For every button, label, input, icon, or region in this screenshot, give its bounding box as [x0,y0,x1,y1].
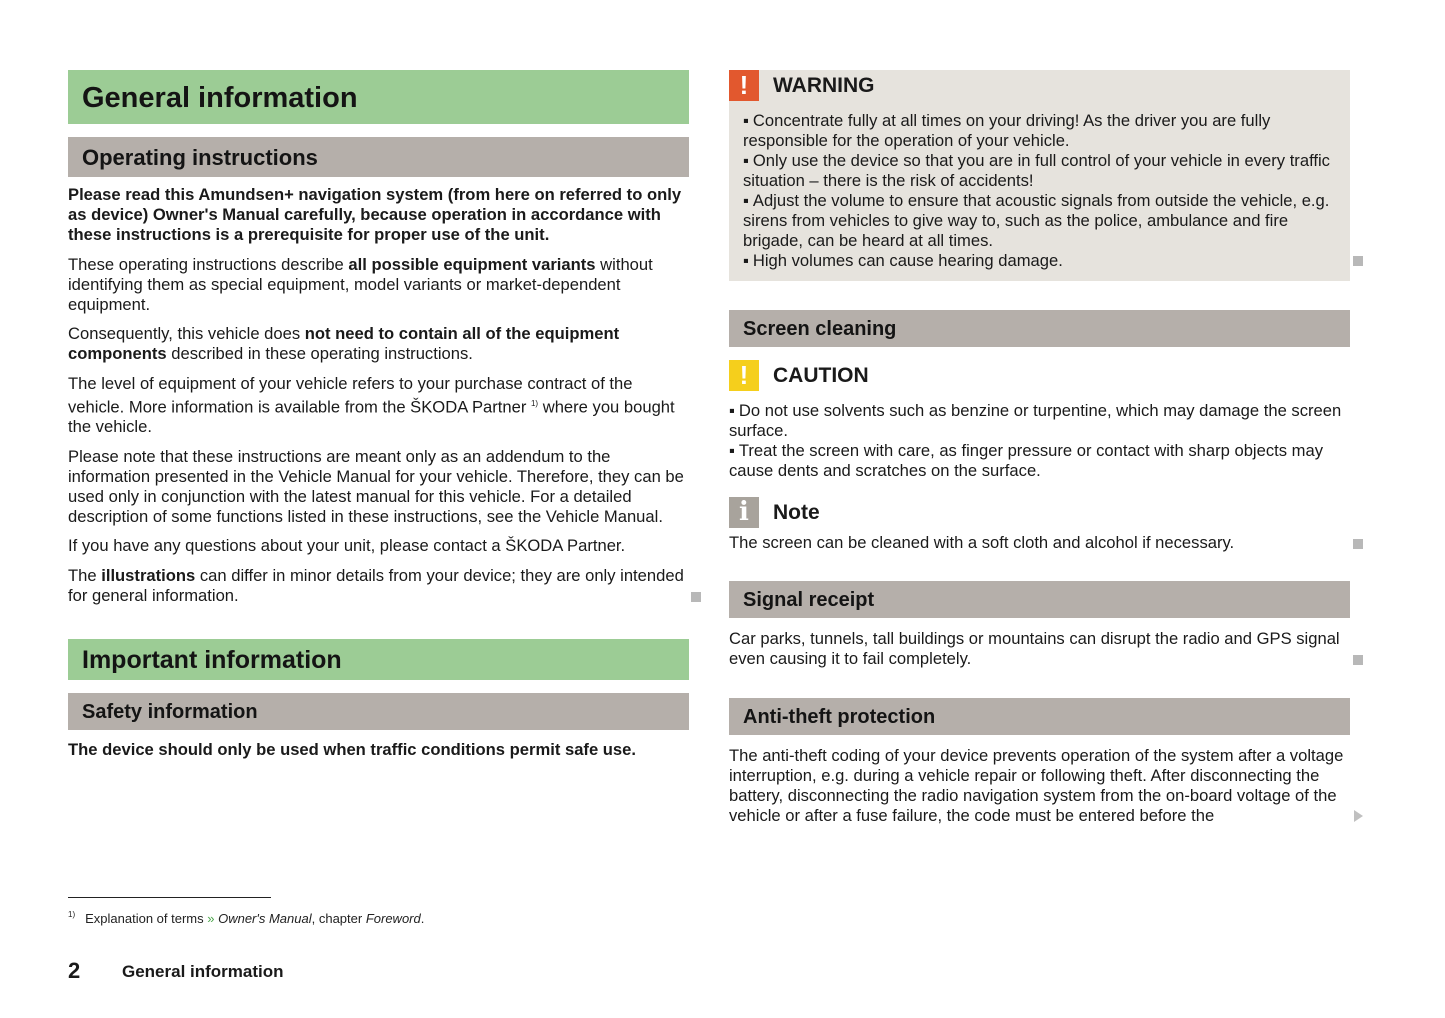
text: The anti-theft coding of your device prevents operation of the system after a voltage interruption, e.g. during a vehicle repair or following theft. After disconnecting the battery, disconnecting the radio navigation system from the on-board voltage of the vehicle or after a fuse failure, the code must be entered before the [729,746,1344,825]
left-column [68,70,689,760]
manual-reference-link[interactable]: Owner's Manual [214,911,312,926]
caution-exclamation-icon: ! [729,360,759,391]
right-column [729,70,1350,826]
bold-text: all possible equipment variants [348,254,596,274]
paragraph-equipment-variants [68,255,689,315]
section-end-marker-icon [1353,655,1363,665]
page-number: 2 [68,958,81,983]
bold-text: illustrations [101,565,196,585]
section-heading-operating-instructions: Operating instructions [68,137,689,177]
section-heading-safety-information: Safety information [68,693,689,730]
text: described in these operating instructions. [166,344,473,363]
paragraph-components [68,324,689,364]
text: The [68,565,102,585]
text: The level of equipment of your vehicle refers to your purchase contract of the vehicle. More information is available from the ŠKODA Partner [68,373,633,417]
warning-title: WARNING [773,73,875,97]
intro-paragraph: Please read this Amundsen+ navigation system (from here on referred to only as device) Owner's Manual carefully, because operation in accordance with these instructions is a prerequisite for proper use of the unit. [68,185,682,244]
paragraph-equipment-level [68,374,689,438]
note-text [729,533,1350,553]
reference-arrow-icon[interactable]: » [207,911,215,926]
footnote-divider [68,897,271,898]
section-end-marker-icon [1353,539,1363,549]
bold-text: not need to contain all of the equipment components [68,324,620,363]
warning-item: ▪ Only use the device so that you are in full control of your vehicle in every traffic situation – there is the risk of accidents! [743,151,1336,191]
footnote-marker: 1) [68,910,76,919]
warning-item: ▪ Concentrate fully at all times on your driving! As the driver you are fully responsible for the operation of your vehicle. [743,111,1336,151]
text: , chapter [311,911,366,926]
section-end-marker-icon [691,592,701,602]
note-header [729,497,1350,528]
warning-item: ▪ High volumes can cause hearing damage. [743,251,1336,271]
paragraph-contact: If you have any questions about your unit, please contact a ŠKODA Partner. [68,536,626,556]
chapter-heading-important-information: Important information [68,639,689,680]
text: These operating instructions describe [68,254,349,274]
note-info-icon: i [729,497,759,528]
chapter-reference: Foreword [365,911,421,926]
caution-item: ▪ Do not use solvents such as benzine or turpentine, which may damage the screen surface. [729,401,1350,441]
footnote-reference[interactable]: 1) [530,398,539,408]
section-heading-signal-receipt: Signal receipt [729,581,1350,618]
caution-title: CAUTION [773,363,869,387]
paragraph-addendum: Please note that these instructions are meant only as an addendum to the information presented in the Vehicle Manual for your vehicle. Therefore, they can be used only in conjunction with the latest manual for this vehicle. For a detailed description of some functions listed in these instructions, see the Vehicle Manual. [68,446,684,526]
text: where you bought the vehicle. [68,397,675,437]
footnote [68,910,424,926]
safety-paragraph: The device should only be used when traffic conditions permit safe use. [68,740,636,760]
section-heading-anti-theft-protection: Anti-theft protection [729,698,1350,735]
caution-item: ▪ Treat the screen with care, as finger pressure or contact with sharp objects may cause dents and scratches on the surface. [729,441,1350,481]
continue-arrow-icon [1354,810,1363,822]
warning-header [729,70,1336,101]
section-heading-screen-cleaning: Screen cleaning [729,310,1350,347]
warning-exclamation-icon: ! [729,70,759,101]
warning-box [729,70,1350,281]
caution-header [729,360,1350,391]
text: Explanation of terms [85,911,208,926]
text: . [420,911,425,926]
text: The screen can be cleaned with a soft cloth and alcohol if necessary. [729,533,1235,552]
anti-theft-paragraph [729,746,1350,826]
text: Car parks, tunnels, tall buildings or mountains can disrupt the radio and GPS signal even causing it to fail completely. [729,629,1340,668]
section-end-marker-icon [1353,256,1363,266]
chapter-heading-general-information: General information [68,70,689,124]
text: without identifying them as special equipment, model variants or market-dependent equipment. [68,254,653,314]
signal-paragraph [729,629,1350,669]
warning-item: ▪ Adjust the volume to ensure that acoustic signals from outside the vehicle, e.g. sirens from vehicles to give way to, such as the police, ambulance and fire brigade, can be heard at all times. [743,191,1336,251]
note-title: Note [773,500,820,524]
paragraph-illustrations [68,566,689,606]
text: Consequently, this vehicle does [68,324,305,343]
running-title: General information [122,962,284,981]
text: can differ in minor details from your device; they are only intended for general information. [68,565,684,605]
